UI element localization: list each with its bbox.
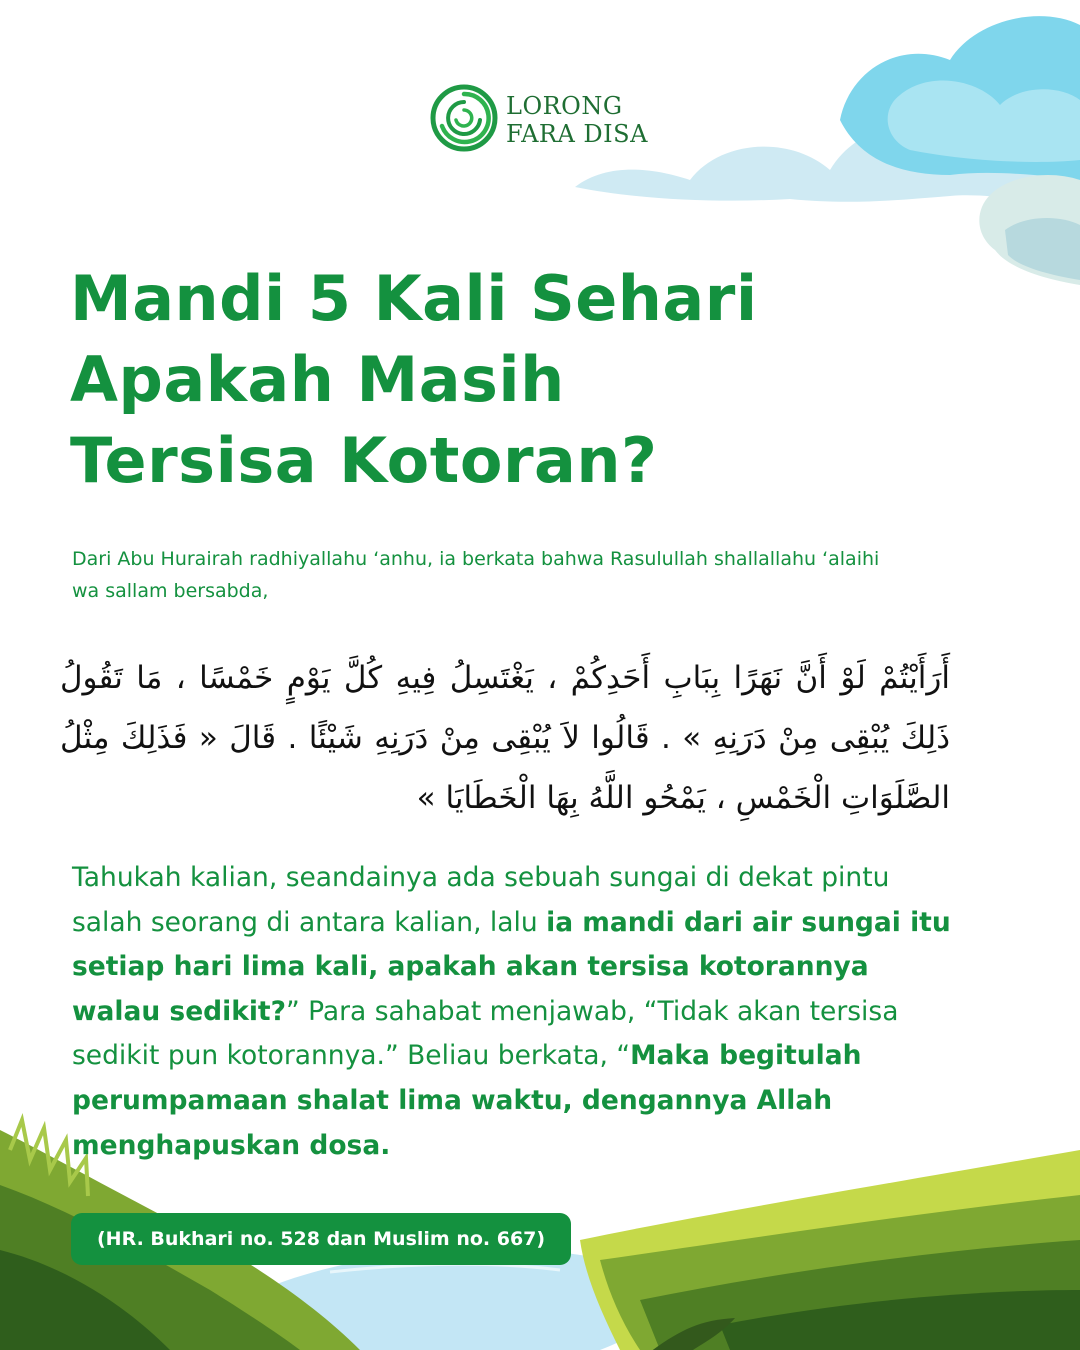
brand-name-line2: FARA DISA [506, 120, 648, 148]
reference-badge: (HR. Bukhari no. 528 dan Muslim no. 667) [71, 1213, 571, 1265]
translation-part-1: Tahukah kalian, seandainya ada sebuah sungai di dekat pintu salah seorang di antara kalian, lalu [72, 862, 890, 938]
title-line-2: Apakah Masih [70, 343, 565, 416]
translation-bold-1: ia mandi dari air sungai itu setiap hari lima kali, apakah akan tersisa kotorannya walau sedikit? [72, 906, 951, 1027]
translation-part-2: ” Para sahabat menjawab, “Tidak akan tersisa sedikit pun kotorannya.” Beliau berkata, “ [72, 995, 899, 1072]
translation-bold-2: Maka begitulah perumpamaan shalat lima waktu, dengannya Allah menghapuskan dosa. [72, 1040, 862, 1161]
arabic-hadith-text: أَرَأَيْتُمْ لَوْ أَنَّ نَهَرًا بِبَابِ أَحَدِكُمْ ، يَغْتَسِلُ فِيهِ كُلَّ يَوْمٍ خَمْسًا ، مَا تَقُولُ ذَلِكَ يُبْقِى مِنْ دَرَنِهِ » . قَالُوا لاَ يُبْقِى مِنْ دَرَنِهِ شَيْئًا . قَالَ « فَذَلِكَ مِثْلُ الصَّلَوَاتِ الْخَمْسِ ، يَمْحُو اللَّهُ بِهَا الْخَطَايَا » [60, 660, 950, 816]
right-hills [580, 1150, 1080, 1350]
title-line-1: Mandi 5 Kali Sehari [70, 262, 758, 335]
brand-logo [428, 82, 658, 154]
spiral-logo-icon [428, 82, 500, 154]
brand-name-line1: LORONG [506, 92, 623, 120]
title-line-3: Tersisa Kotoran? [70, 424, 658, 497]
hadith-intro: Dari Abu Hurairah radhiyallahu ‘anhu, ia berkata bahwa Rasulullah shallallahu ‘alaihi wa sallam bersabda, [72, 548, 880, 602]
hadith-translation [72, 856, 962, 1168]
page-title [70, 258, 970, 501]
